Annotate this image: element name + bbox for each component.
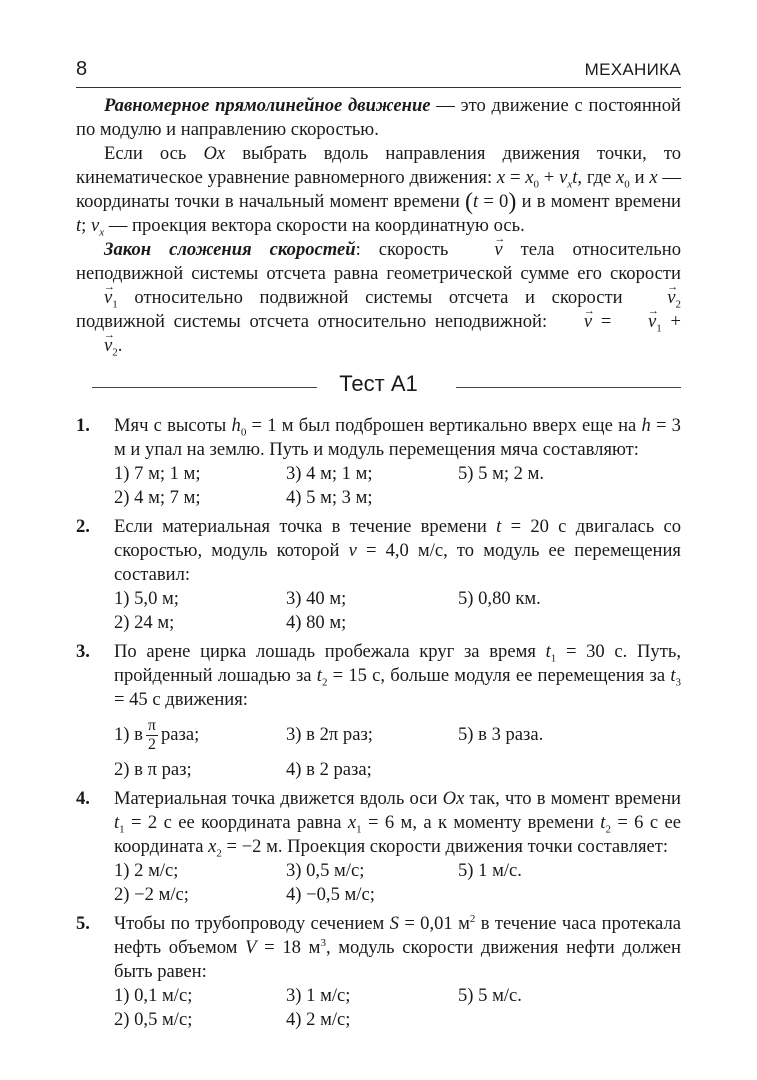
fraction-pi-over-2: $\frac{\pi}{2}$ xyxy=(147,717,156,754)
answer-option[interactable]: 3) 4 м; 1 м; xyxy=(286,463,373,484)
test-title: Тест А1 xyxy=(339,371,418,396)
question-4: 4. Материальная точка движется вдоль оси Ox так, что в момент времени $t_1 = 2$ с ее координата равна $x_1 = 6$ м, а к моменту времени $t_2 = 6$ с ее координата $x_2 = -2$ м. Проекция скорости движения точки составляет: 1) 2 м/с; 3) 0,5 м/с; 5) 1 м/с. 2) −2 м/с; 4) −0,5 м/с; xyxy=(76,788,681,905)
answer-options xyxy=(114,587,681,635)
page-number: 8 xyxy=(76,58,88,80)
running-head: МЕХАНИКА xyxy=(584,60,681,79)
answer-option[interactable]: 5) в 3 раза. xyxy=(458,724,544,745)
header-rule xyxy=(76,87,681,88)
answer-option[interactable]: 4) 5 м; 3 м; xyxy=(286,487,373,508)
test-heading xyxy=(76,362,681,414)
answer-option[interactable]: 2) 4 м; 7 м; xyxy=(114,487,201,508)
velocity-addition-paragraph: Закон сложения скоростей: скорость → v тела относительно неподвижной системы отсчета равна геометрической сумме его скорости → $v_1$ относительно подвижной системы отсчета и скорости → $v_2$ подвижной системы отсчета относительно неподвижной: → v = → $v_1$ + → $v_2$. xyxy=(76,238,681,358)
definition-uniform-motion: Равномерное прямолинейное движение — это движение с постоянной по модулю и направлению скоростью. xyxy=(76,95,681,140)
answer-option[interactable]: 3) 1 м/с; xyxy=(286,985,351,1006)
answer-option[interactable]: 2) 0,5 м/с; xyxy=(114,1009,193,1030)
question-text: Материальная точка движется вдоль оси Ox так, что в момент времени $t_1 = 2$ с ее координата равна $x_1 = 6$ м, а к моменту времени $t_2 = 6$ с ее координата $x_2 = -2$ м. Проекция скорости движения точки составляет: xyxy=(114,788,681,860)
equation-velocity-addition: → v = → $v_1$ + → $v_2$ xyxy=(76,311,681,356)
equation-uniform-motion: $x = x_0 + v_xt$ xyxy=(496,167,578,191)
answer-options xyxy=(114,859,681,907)
answer-options xyxy=(114,758,681,782)
question-text: Мяч с высоты $h_0 = 1$ м был подброшен вертикально вверх еще на h = 3 м и упал на землю. Путь и модуль перемещения мяча составляют: xyxy=(114,415,681,460)
question-text: Если материальная точка в течение времени t = 20 с двигалась со скоростью, модуль которой v = 4,0 м/с, то модуль ее перемещения составил: xyxy=(114,516,682,585)
answer-option[interactable]: 5) 0,80 км. xyxy=(458,588,541,609)
divider-line xyxy=(456,387,681,388)
answer-options xyxy=(114,984,681,1032)
answer-option[interactable]: 1) в $\frac{\pi}{2}$ раза; xyxy=(114,717,200,754)
question-text: По арене цирка лошадь пробежала круг за время $t_1 = 30$ с. Путь, пройденный лошадью за $t_2 = 15$ с, больше модуля ее перемещения за $t_3 = 45$ с движения: xyxy=(114,641,682,710)
answer-option[interactable]: 3) 40 м; xyxy=(286,588,347,609)
question-5: 5. Чтобы по трубопроводу сечением S = 0,01 $м^2$ в течение часа протекала нефть объемом V = 18 $м^3$, модуль скорости движения нефти должен быть равен: 1) 0,1 м/с; 3) 1 м/с; 5) 5 м/с. 2) 0,5 м/с; 4) 2 м/с; xyxy=(76,912,681,1030)
question-1: 1. Мяч с высоты $h_0 = 1$ м был подброшен вертикально вверх еще на h = 3 м и упал на землю. Путь и модуль перемещения мяча составляют: 1) 7 м; 1 м; 3) 4 м; 1 м; 5) 5 м; 2 м. 2) 4 м; 7 м; 4) 5 м; 3 м; xyxy=(76,415,681,508)
answer-option[interactable]: 2) в π раз; xyxy=(114,759,192,780)
answer-option[interactable]: 3) в 2π раз; xyxy=(286,724,373,745)
kinematic-equation-paragraph: Если ось Ox выбрать вдоль направления движения точки, то кинематическое уравнение равномерного движения: $x = x_0 + v_xt$, где $x_0$ и x — координаты точки в начальный момент времени (t = 0) и в момент времени t; $v_x$ — проекция вектора скорости на координатную ось. xyxy=(76,143,681,239)
answer-option[interactable]: 3) 0,5 м/с; xyxy=(286,860,365,881)
answer-option[interactable]: 1) 2 м/с; xyxy=(114,860,179,881)
question-text: Чтобы по трубопроводу сечением S = 0,01 $м^2$ в течение часа протекала нефть объемом V = 18 $м^3$, модуль скорости движения нефти должен быть равен: xyxy=(114,912,681,982)
answer-option[interactable]: 5) 5 м; 2 м. xyxy=(458,463,545,484)
question-3: 3. По арене цирка лошадь пробежала круг за время $t_1 = 30$ с. Путь, пройденный лошадью за $t_2 = 15$ с, больше модуля ее перемещения за $t_3 = 45$ с движения: 1) в $\frac{\pi}{2}$ раза; 3) в 2π раз; 5) в 3 раза. 2) в π раз; 4) в 2 раза; xyxy=(76,641,682,780)
answer-option[interactable]: 5) 5 м/с. xyxy=(458,985,522,1006)
page-header xyxy=(76,58,681,86)
answer-option[interactable]: 1) 5,0 м; xyxy=(114,588,179,609)
question-2: 2. Если материальная точка в течение времени t = 20 с двигалась со скоростью, модуль которой v = 4,0 м/с, то модуль ее перемещения составил: 1) 5,0 м; 3) 40 м; 5) 0,80 км. 2) 24 м; 4) 80 м; xyxy=(76,516,682,633)
answer-option[interactable]: 2) 24 м; xyxy=(114,612,175,633)
answer-options xyxy=(114,712,681,758)
page-body xyxy=(76,94,681,1037)
answer-options xyxy=(114,462,681,510)
answer-option[interactable]: 4) 80 м; xyxy=(286,612,347,633)
answer-option[interactable]: 4) 2 м/с; xyxy=(286,1009,351,1030)
answer-option[interactable]: 4) в 2 раза; xyxy=(286,759,372,780)
answer-option[interactable]: 1) 0,1 м/с; xyxy=(114,985,193,1006)
answer-option[interactable]: 2) −2 м/с; xyxy=(114,884,189,905)
answer-option[interactable]: 1) 7 м; 1 м; xyxy=(114,463,201,484)
answer-option[interactable]: 4) −0,5 м/с; xyxy=(286,884,375,905)
answer-option[interactable]: 5) 1 м/с. xyxy=(458,860,522,881)
